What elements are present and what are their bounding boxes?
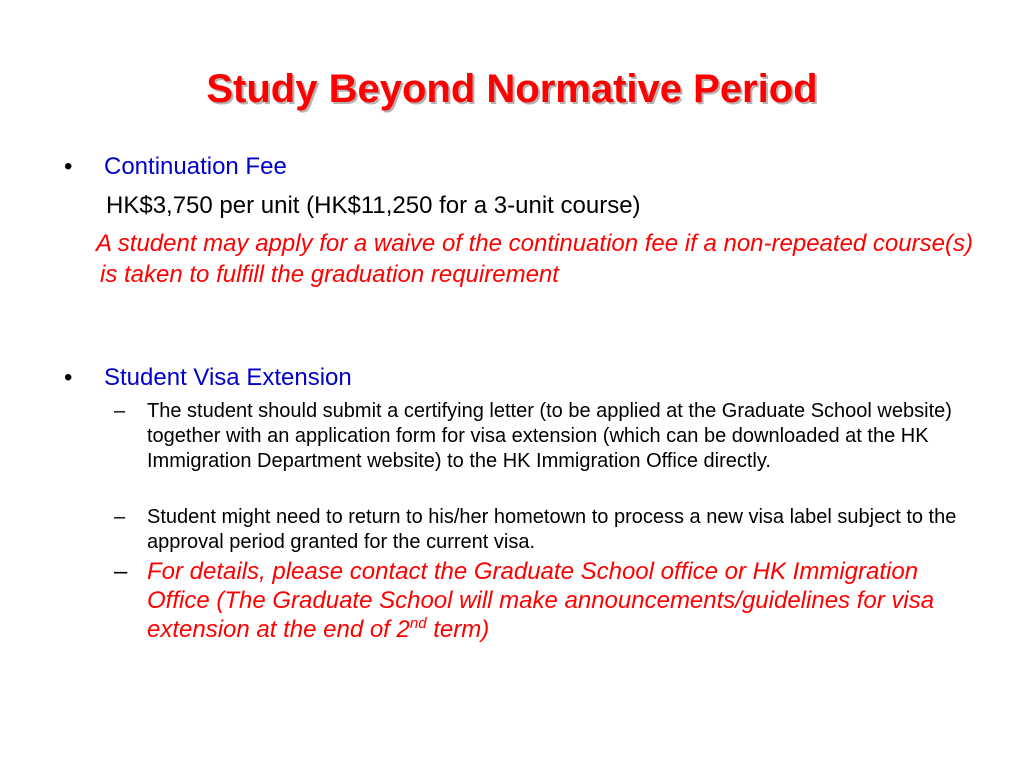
dash-marker: – <box>114 400 126 422</box>
sub-item-contact-details <box>114 557 974 644</box>
bullet-marker: • <box>64 364 73 391</box>
sub-item-text <box>147 557 974 644</box>
sub-item-text-main: For details, please contact the Graduate School office or HK Immigration Office (The Graduate School will make announcements/guidelines for visa extension at the end of 2 <box>147 558 935 643</box>
sub-item-text-end: term) <box>426 616 490 643</box>
sub-item-text: The student should submit a certifying letter (to be applied at the Graduate School website) together with an application form for visa extension (which can be downloaded at the HK Immigration Department website) to the HK Immigration Office directly. <box>147 400 952 472</box>
dash-marker: – <box>114 506 126 528</box>
fee-line: HK$3,750 per unit (HK$11,250 for a 3-unit course) <box>106 192 641 219</box>
sub-item-certifying-letter <box>114 399 974 474</box>
bullet-marker: • <box>64 153 73 180</box>
waiver-note: A student may apply for a waive of the continuation fee if a non-repeated course(s) is taken to fulfill the graduation requirement <box>96 230 973 288</box>
dash-marker: – <box>114 558 128 585</box>
bullet-heading: Continuation Fee <box>104 153 287 180</box>
sub-item-return-hometown <box>114 505 974 555</box>
sub-item-text: Student might need to return to his/her hometown to process a new visa label subject to the approval period granted for the current visa. <box>147 506 957 553</box>
slide-title: Study Beyond Normative Period <box>206 67 818 111</box>
bullet-heading: Student Visa Extension <box>104 364 352 391</box>
ordinal-suffix: nd <box>409 615 427 632</box>
